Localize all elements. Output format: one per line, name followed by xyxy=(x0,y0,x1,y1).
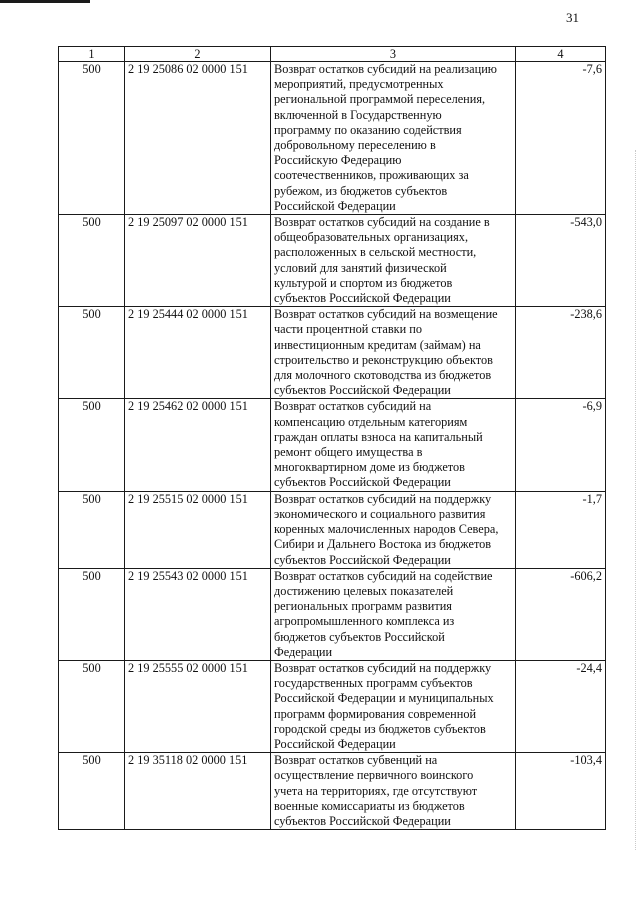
description-line: субъектов Российской Федерации xyxy=(274,552,451,567)
amount-cell: -6,9 xyxy=(516,399,606,491)
description-line: Российской Федерации xyxy=(274,736,396,751)
admin-code-cell: 500 xyxy=(59,491,125,568)
description-line: ремонт общего имущества в xyxy=(274,445,423,460)
budget-classification-code-cell: 2 19 25444 02 0000 151 xyxy=(125,307,271,399)
admin-code-cell: 500 xyxy=(59,62,125,215)
budget-classification-code-cell: 2 19 25555 02 0000 151 xyxy=(125,660,271,752)
description-line: инвестиционным кредитам (займам) на xyxy=(274,337,481,352)
description-line: рубежом, из бюджетов субъектов xyxy=(274,183,448,198)
budget-classification-code-cell: 2 19 25462 02 0000 151 xyxy=(125,399,271,491)
scan-edge-mark xyxy=(0,0,90,3)
description-line: субъектов Российской Федерации xyxy=(274,291,451,306)
amount-cell: -103,4 xyxy=(516,753,606,830)
description-line: городской среды из бюджетов субъектов xyxy=(274,721,486,736)
description-line: компенсацию отдельным категориям xyxy=(274,414,468,429)
description-line: части процентной ставки по xyxy=(274,322,422,337)
column-header: 4 xyxy=(516,47,606,62)
description-line: строительство и реконструкцию объектов xyxy=(274,352,493,367)
description-line: общеобразовательных организациях, xyxy=(274,230,469,245)
description-line: осуществление первичного воинского xyxy=(274,768,474,783)
description-line: программ формирования современной xyxy=(274,706,477,721)
admin-code-cell: 500 xyxy=(59,399,125,491)
description-line: для молочного скотоводства из бюджетов xyxy=(274,368,492,383)
description-line: субъектов Российской Федерации xyxy=(274,383,451,398)
description-line: военные комиссариаты из бюджетов xyxy=(274,798,465,813)
description-line: мероприятий, предусмотренных xyxy=(274,77,444,92)
table-row xyxy=(59,307,606,399)
description-line: Возврат остатков субсидий на возмещение xyxy=(274,307,498,322)
admin-code-cell: 500 xyxy=(59,753,125,830)
description-line: расположенных в сельской местности, xyxy=(274,245,477,260)
description-cell xyxy=(271,568,516,660)
description-cell xyxy=(271,399,516,491)
column-header: 1 xyxy=(59,47,125,62)
description-line: включенной в Государственную xyxy=(274,107,442,122)
budget-classification-code-cell: 2 19 25086 02 0000 151 xyxy=(125,62,271,215)
description-line: Российскую Федерацию xyxy=(274,153,402,168)
column-header: 2 xyxy=(125,47,271,62)
description-line: Сибири и Дальнего Востока из бюджетов xyxy=(274,537,492,552)
amount-cell: -606,2 xyxy=(516,568,606,660)
description-cell xyxy=(271,215,516,307)
description-line: Возврат остатков субсидий на содействие xyxy=(274,568,493,583)
description-line: экономического и социального развития xyxy=(274,506,486,521)
amount-cell: -1,7 xyxy=(516,491,606,568)
description-line: Российской Федерации и муниципальных xyxy=(274,691,494,706)
description-line: Российской Федерации xyxy=(274,198,396,213)
table-row xyxy=(59,491,606,568)
budget-classification-code-cell: 2 19 35118 02 0000 151 xyxy=(125,753,271,830)
description-line: региональной программой переселения, xyxy=(274,92,486,107)
column-header: 3 xyxy=(271,47,516,62)
description-cell xyxy=(271,660,516,752)
table-row xyxy=(59,62,606,215)
description-line: субъектов Российской Федерации xyxy=(274,813,451,828)
description-line: коренных малочисленных народов Севера, xyxy=(274,522,499,537)
table-row xyxy=(59,215,606,307)
description-line: соотечественников, проживающих за xyxy=(274,168,469,183)
admin-code-cell: 500 xyxy=(59,568,125,660)
amount-cell: -24,4 xyxy=(516,660,606,752)
description-line: достижению целевых показателей xyxy=(274,583,454,598)
page-number: 31 xyxy=(566,10,579,25)
description-line: учета на территориях, где отсутствуют xyxy=(274,783,478,798)
description-line: Возврат остатков субсидий на поддержку xyxy=(274,660,492,675)
table-row xyxy=(59,568,606,660)
admin-code-cell: 500 xyxy=(59,307,125,399)
description-line: Возврат остатков субсидий на xyxy=(274,399,432,414)
budget-table xyxy=(58,46,606,830)
description-line: Возврат остатков субсидий на создание в xyxy=(274,215,490,230)
amount-cell: -543,0 xyxy=(516,215,606,307)
budget-classification-code-cell: 2 19 25097 02 0000 151 xyxy=(125,215,271,307)
description-line: условий для занятий физической xyxy=(274,260,447,275)
description-line: добровольному переселению в xyxy=(274,138,436,153)
scan-edge-dots xyxy=(634,150,636,850)
description-line: региональных программ развития xyxy=(274,599,452,614)
description-line: агропромышленного комплекса из xyxy=(274,614,455,629)
admin-code-cell: 500 xyxy=(59,215,125,307)
description-line: Федерации xyxy=(274,644,333,659)
table-row xyxy=(59,753,606,830)
table-row xyxy=(59,399,606,491)
description-line: программу по оказанию содействия xyxy=(274,122,462,137)
description-cell xyxy=(271,307,516,399)
description-cell xyxy=(271,753,516,830)
description-line: граждан оплаты взноса на капитальный xyxy=(274,429,483,444)
amount-cell: -7,6 xyxy=(516,62,606,215)
description-cell xyxy=(271,491,516,568)
description-cell xyxy=(271,62,516,215)
budget-classification-code-cell: 2 19 25515 02 0000 151 xyxy=(125,491,271,568)
description-line: субъектов Российской Федерации xyxy=(274,475,451,490)
description-line: государственных программ субъектов xyxy=(274,676,473,691)
amount-cell: -238,6 xyxy=(516,307,606,399)
description-line: Возврат остатков субсидий на поддержку xyxy=(274,491,492,506)
table-header-row xyxy=(59,47,606,62)
description-line: культурой и спортом из бюджетов xyxy=(274,275,453,290)
description-line: Возврат остатков субсидий на реализацию xyxy=(274,62,497,76)
table-row xyxy=(59,660,606,752)
description-line: многоквартирном доме из бюджетов xyxy=(274,460,465,475)
description-line: бюджетов субъектов Российской xyxy=(274,629,445,644)
admin-code-cell: 500 xyxy=(59,660,125,752)
budget-classification-code-cell: 2 19 25543 02 0000 151 xyxy=(125,568,271,660)
description-line: Возврат остатков субвенций на xyxy=(274,753,438,768)
